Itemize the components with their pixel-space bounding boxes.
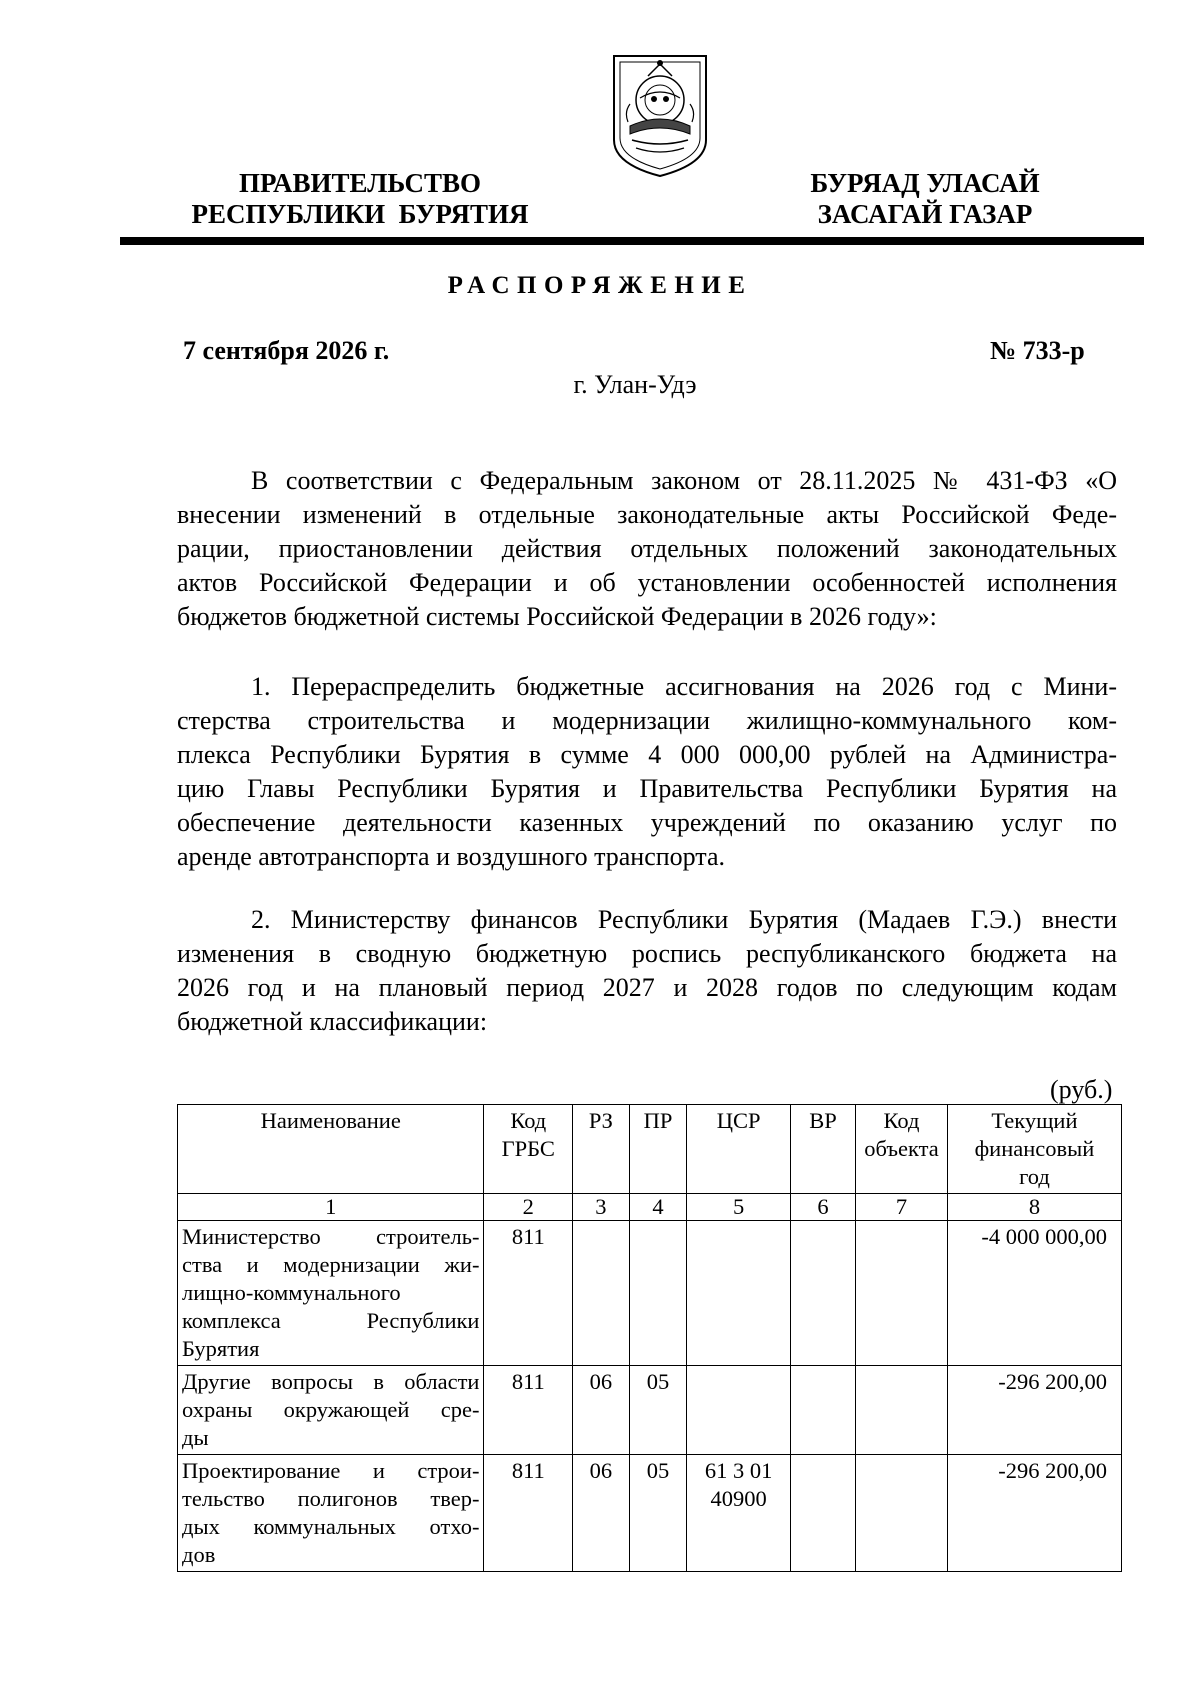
column-number: 1: [178, 1194, 484, 1221]
row-name-line: ды: [182, 1425, 209, 1450]
header-left-line1: ПРАВИТЕЛЬСТВО: [238, 168, 482, 198]
row-rz: 06: [573, 1366, 630, 1455]
header-right-line1: БУРЯАД УЛАСАЙ: [810, 168, 1040, 198]
header-object-line: Код: [883, 1108, 920, 1133]
text-line: изменения в сводную бюджетную роспись республиканского бюджета на: [177, 939, 1117, 968]
text-line: рации, приостановлении действия отдельных положений законодательных: [177, 534, 1117, 563]
table-row: [178, 1455, 1122, 1572]
row-name: [178, 1366, 484, 1455]
row-grbs: 811: [484, 1366, 573, 1455]
header-right-line2: ЗАСАГАЙ ГАЗАР: [817, 199, 1033, 229]
row-object-code: [856, 1221, 948, 1366]
header-grbs-line: Код: [510, 1108, 547, 1133]
header-current-year: [947, 1105, 1121, 1194]
row-name-line: Министерство строитель-: [182, 1224, 480, 1249]
header-pr: ПР: [629, 1105, 687, 1194]
text-line: актов Российской Федерации и об установлении особенностей исполнения: [177, 568, 1117, 597]
header-grbs: [484, 1105, 573, 1194]
text-line: В соответствии с Федеральным законом от 28.11.2025 № 431-ФЗ «О: [251, 466, 1117, 495]
header-object-code: [856, 1105, 948, 1194]
table-row: [178, 1221, 1122, 1366]
row-name-line: дов: [182, 1542, 216, 1567]
text-line: бюджетной классификации:: [177, 1007, 488, 1036]
text-line: стерства строительства и модернизации жилищно-коммунального ком-: [177, 706, 1117, 735]
text-line: внесении изменений в отдельные законодательные акты Российской Феде-: [177, 500, 1117, 529]
header-year-line: год: [1019, 1164, 1050, 1189]
header-name: Наименование: [178, 1105, 484, 1194]
text-line: плекса Республики Бурятия в сумме 4 000 000,00 рублей на Администра-: [177, 740, 1117, 769]
row-name-line: дых коммунальных отхо-: [182, 1514, 480, 1539]
row-name-line: лищно-коммунального: [182, 1280, 401, 1305]
row-name-line: Проектирование и строи-: [182, 1458, 480, 1483]
row-name: [178, 1455, 484, 1572]
row-name-line: ства и модернизации жи-: [182, 1252, 480, 1277]
header-grbs-line: ГРБС: [501, 1136, 555, 1161]
row-pr: 05: [629, 1366, 687, 1455]
document-date: 7 сентября 2026 г.: [183, 336, 390, 365]
document-number: № 733-р: [990, 336, 1085, 365]
row-pr: [629, 1221, 687, 1366]
document-title: РАСПОРЯЖЕНИЕ: [447, 272, 753, 299]
clause-1-paragraph: [177, 670, 1117, 874]
header-object-line: объекта: [864, 1136, 939, 1161]
text-line: 1. Перераспределить бюджетные ассигнования на 2026 год с Мини-: [251, 672, 1117, 701]
row-csr: [687, 1455, 791, 1572]
row-csr: [687, 1221, 791, 1366]
coat-of-arms-emblem: [610, 52, 710, 180]
header-rz: РЗ: [573, 1105, 630, 1194]
row-csr-line: 40900: [710, 1486, 767, 1511]
table-row: [178, 1366, 1122, 1455]
column-number-row: [178, 1194, 1122, 1221]
column-number: 2: [484, 1194, 573, 1221]
row-csr: [687, 1366, 791, 1455]
row-amount: -296 200,00: [947, 1455, 1121, 1572]
header-divider: [120, 237, 1144, 245]
row-pr: 05: [629, 1455, 687, 1572]
currency-unit: (руб.): [1050, 1075, 1113, 1104]
government-name-buryat: [770, 168, 1080, 230]
row-name-line: Бурятия: [182, 1336, 260, 1361]
clause-2-paragraph: [177, 903, 1117, 1039]
header-year-line: Текущий: [991, 1108, 1078, 1133]
column-number: 6: [790, 1194, 855, 1221]
row-name-line: тельство полигонов твер-: [182, 1486, 480, 1511]
row-object-code: [856, 1366, 948, 1455]
row-amount: -296 200,00: [947, 1366, 1121, 1455]
text-line: бюджетов бюджетной системы Российской Федерации в 2026 году»:: [177, 602, 937, 631]
row-name-line: Другие вопросы в области: [182, 1369, 480, 1394]
government-name-russian: [160, 168, 560, 230]
text-line: 2026 год и на плановый период 2027 и 2028 годов по следующим кодам: [177, 973, 1117, 1002]
header-year-line: финансовый: [974, 1136, 1095, 1161]
row-name: [178, 1221, 484, 1366]
header-vr: ВР: [790, 1105, 855, 1194]
row-grbs: 811: [484, 1221, 573, 1366]
text-line: цию Главы Республики Бурятия и Правительства Республики Бурятия на: [177, 774, 1117, 803]
row-csr-line: 61 3 01: [704, 1458, 773, 1483]
text-line: 2. Министерству финансов Республики Бурятия (Мадаев Г.Э.) внести: [251, 905, 1117, 934]
row-name-line: охраны окружающей сре-: [182, 1397, 480, 1422]
table-header-row: [178, 1105, 1122, 1194]
row-object-code: [856, 1455, 948, 1572]
column-number: 5: [687, 1194, 791, 1221]
header-left-line2: РЕСПУБЛИКИ БУРЯТИЯ: [191, 199, 529, 229]
row-rz: 06: [573, 1455, 630, 1572]
budget-classification-table: [177, 1104, 1122, 1572]
text-line: аренде автотранспорта и воздушного транспорта.: [177, 842, 726, 871]
column-number: 7: [856, 1194, 948, 1221]
header-csr: ЦСР: [687, 1105, 791, 1194]
row-amount: -4 000 000,00: [947, 1221, 1121, 1366]
row-name-line: комплекса Республики: [182, 1308, 480, 1333]
document-city: г. Улан-Удэ: [573, 370, 697, 399]
row-vr: [790, 1366, 855, 1455]
row-vr: [790, 1221, 855, 1366]
column-number: 4: [629, 1194, 687, 1221]
row-grbs: 811: [484, 1455, 573, 1572]
column-number: 8: [947, 1194, 1121, 1221]
preamble-paragraph: [177, 464, 1117, 634]
column-number: 3: [573, 1194, 630, 1221]
text-line: обеспечение деятельности казенных учреждений по оказанию услуг по: [177, 808, 1117, 837]
row-vr: [790, 1455, 855, 1572]
row-rz: [573, 1221, 630, 1366]
